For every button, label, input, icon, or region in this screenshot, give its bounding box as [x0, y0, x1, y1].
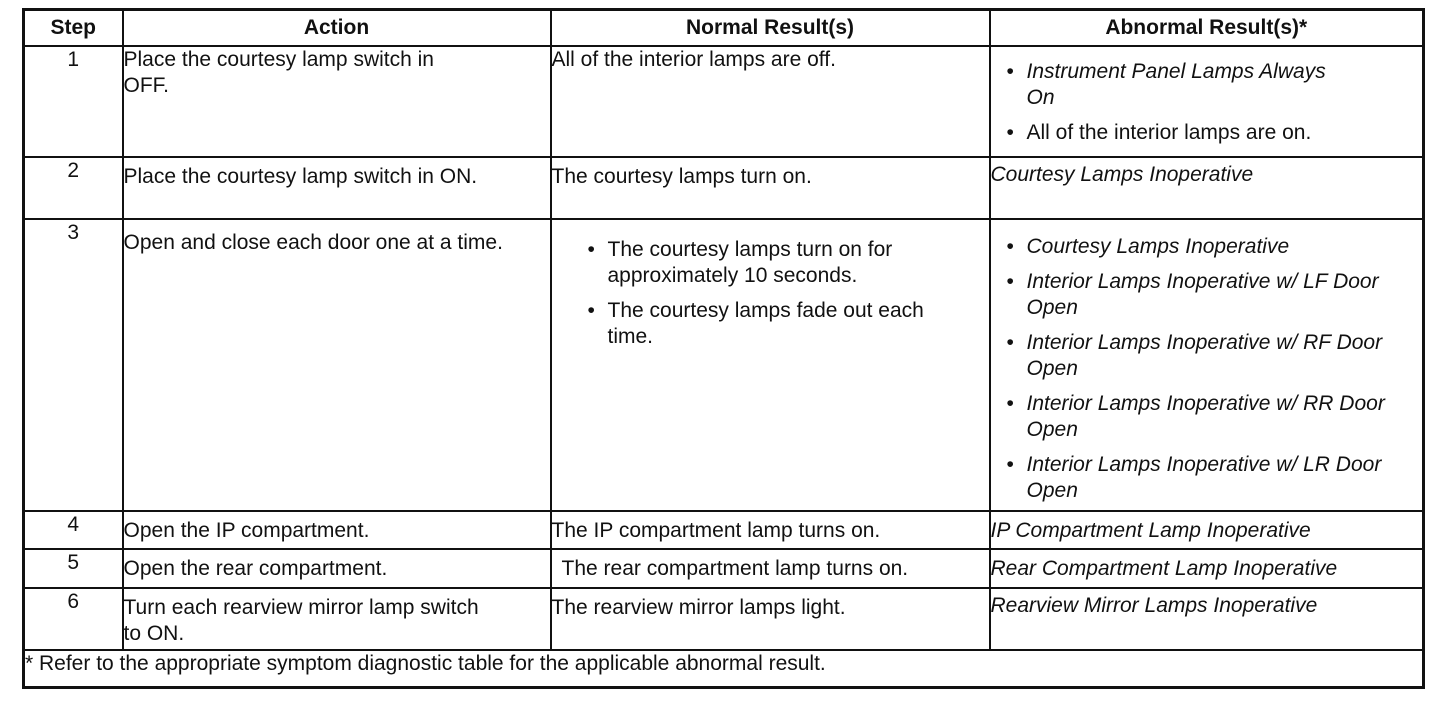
table-row — [24, 588, 1424, 650]
action-cell: Place the courtesy lamp switch in OFF. — [123, 46, 551, 157]
abnormal-result-item: • Courtesy Lamps Inoperative — [1001, 234, 1423, 260]
step-number: 6 — [24, 588, 123, 650]
table-row — [24, 157, 1424, 219]
step-number: 3 — [24, 219, 123, 511]
normal-result-cell: All of the interior lamps are off. — [551, 46, 990, 157]
normal-result-item: • The courtesy lamps turn on for approximately 10 seconds. — [582, 237, 989, 289]
abnormal-result-item: • Interior Lamps Inoperative w/ RR Door Open — [1001, 391, 1423, 443]
normal-result-cell — [551, 219, 990, 511]
abnormal-result-item: • Interior Lamps Inoperative w/ LR Door Open — [1001, 452, 1423, 504]
abnormal-result-cell — [990, 219, 1424, 511]
abnormal-result-cell: IP Compartment Lamp Inoperative — [990, 511, 1424, 549]
step-number: 1 — [24, 46, 123, 157]
header-action: Action — [123, 10, 551, 47]
abnormal-result-item: • Interior Lamps Inoperative w/ RF Door Open — [1001, 330, 1423, 382]
action-cell: Open the IP compartment. — [123, 511, 551, 549]
table-row — [24, 219, 1424, 511]
footnote-row — [24, 650, 1424, 687]
step-number: 5 — [24, 549, 123, 588]
normal-result-cell: The rear compartment lamp turns on. — [551, 549, 990, 588]
abnormal-result-cell: Rear Compartment Lamp Inoperative — [990, 549, 1424, 588]
header-normal-results: Normal Result(s) — [551, 10, 990, 47]
normal-result-list — [552, 237, 989, 350]
action-cell: Open the rear compartment. — [123, 549, 551, 588]
normal-result-item: • The courtesy lamps fade out each time. — [582, 298, 989, 350]
table-row — [24, 511, 1424, 549]
header-abnormal-results: Abnormal Result(s)* — [990, 10, 1424, 47]
abnormal-result-cell: Rearview Mirror Lamps Inoperative — [990, 588, 1424, 650]
normal-result-cell: The IP compartment lamp turns on. — [551, 511, 990, 549]
abnormal-result-cell: Courtesy Lamps Inoperative — [990, 157, 1424, 219]
abnormal-result-item: • All of the interior lamps are on. — [1001, 120, 1423, 146]
abnormal-result-cell — [990, 46, 1424, 157]
action-cell: Place the courtesy lamp switch in ON. — [123, 157, 551, 219]
table-row — [24, 549, 1424, 588]
table-row — [24, 46, 1424, 157]
abnormal-result-item: • Instrument Panel Lamps Always On — [1001, 59, 1423, 111]
abnormal-result-list — [991, 59, 1423, 146]
diagnostic-table — [22, 8, 1425, 689]
normal-result-cell: The courtesy lamps turn on. — [551, 157, 990, 219]
header-row — [24, 10, 1424, 47]
header-step: Step — [24, 10, 123, 47]
step-number: 2 — [24, 157, 123, 219]
footnote: * Refer to the appropriate symptom diagnostic table for the applicable abnormal result. — [24, 650, 1424, 687]
action-cell: Turn each rearview mirror lamp switch to ON. — [123, 588, 551, 650]
abnormal-result-item: • Interior Lamps Inoperative w/ LF Door Open — [1001, 269, 1423, 321]
action-cell: Open and close each door one at a time. — [123, 219, 551, 511]
step-number: 4 — [24, 511, 123, 549]
abnormal-result-list — [991, 234, 1423, 504]
diagnostic-table-container — [22, 8, 1422, 687]
normal-result-cell: The rearview mirror lamps light. — [551, 588, 990, 650]
